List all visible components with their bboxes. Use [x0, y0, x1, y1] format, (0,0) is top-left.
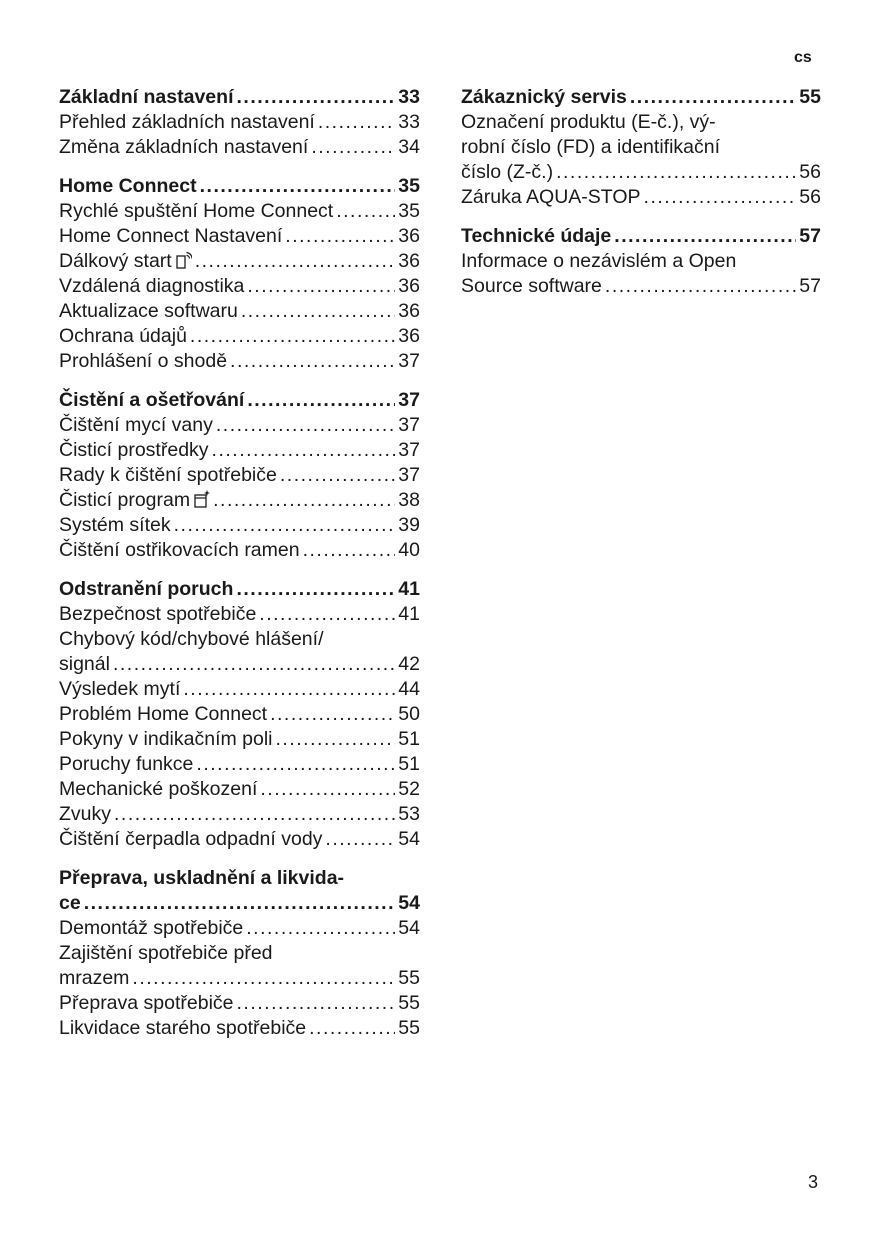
toc-entry-label: Demontáž spotřebiče [59, 917, 244, 939]
toc-entry[interactable] [59, 966, 420, 991]
toc-entry-page: 54 [398, 828, 420, 850]
toc-entry-page: 41 [398, 603, 420, 625]
toc-section [59, 577, 420, 852]
leader-dots [174, 513, 396, 538]
toc-entry-label: signál [59, 653, 110, 675]
toc-section [59, 174, 420, 374]
toc-heading-page: 37 [398, 389, 420, 411]
leader-dots [195, 249, 396, 274]
toc-entry-wrap-line[interactable]: Označení produktu (E-č.), vý- [461, 111, 716, 133]
toc-entry-label: Čisticí program [59, 488, 210, 513]
toc-entry-page: 55 [398, 1017, 420, 1039]
leader-dots [247, 274, 395, 299]
toc-heading[interactable] [59, 891, 420, 916]
toc-entry-page: 40 [398, 539, 420, 561]
toc-entry[interactable] [59, 135, 420, 160]
toc-heading-label: Home Connect [59, 175, 197, 197]
toc-entry-page: 53 [398, 803, 420, 825]
toc-entry-label: Home Connect Nastavení [59, 225, 283, 247]
leader-dots [270, 702, 395, 727]
toc-entry-page: 56 [799, 161, 821, 183]
toc-entry-page: 51 [398, 728, 420, 750]
leader-dots [556, 160, 796, 185]
leader-dots [132, 966, 395, 991]
language-code: cs [794, 49, 812, 66]
toc-heading[interactable] [59, 388, 420, 413]
page-number: 3 [808, 1172, 819, 1192]
toc-heading-page: 55 [799, 86, 821, 108]
toc-heading[interactable] [461, 85, 821, 110]
leader-dots [246, 916, 395, 941]
toc-entry[interactable] [59, 324, 420, 349]
toc-entry-label: Čištění čerpadla odpadní vody [59, 828, 323, 850]
toc-entry-label: Systém sítek [59, 514, 171, 536]
toc-entry-page: 37 [398, 439, 420, 461]
leader-dots [190, 324, 395, 349]
toc-entry[interactable] [461, 185, 821, 210]
toc-entry[interactable] [59, 991, 420, 1016]
toc-entry[interactable] [461, 160, 821, 185]
toc-entry-label: Dálkový start [59, 249, 192, 274]
toc-heading-label: Zákaznický servis [461, 86, 627, 108]
toc-entry-page: 37 [398, 350, 420, 372]
toc-entry-page: 50 [398, 703, 420, 725]
toc-entry[interactable] [59, 413, 420, 438]
toc-entry[interactable] [59, 224, 420, 249]
machine-care-icon [194, 490, 210, 508]
toc-entry-label: Rady k čištění spotřebiče [59, 464, 277, 486]
toc-heading-label: Technické údaje [461, 225, 612, 247]
toc-entry-label: Přeprava spotřebiče [59, 992, 234, 1014]
toc-heading[interactable] [59, 577, 420, 602]
toc-entry-label: Čištění ostřikovacích ramen [59, 539, 300, 561]
leader-dots [309, 1016, 395, 1041]
leader-dots [236, 577, 395, 602]
leader-dots [113, 652, 395, 677]
leader-dots [325, 827, 395, 852]
toc-entry[interactable] [59, 249, 420, 274]
leader-dots [247, 388, 395, 413]
toc-entry-page: 37 [398, 414, 420, 436]
toc-entry-page: 51 [398, 753, 420, 775]
toc-entry-page: 56 [799, 186, 821, 208]
toc-entry[interactable] [59, 802, 420, 827]
leader-dots [285, 224, 395, 249]
toc-entry[interactable] [59, 752, 420, 777]
toc-section [59, 388, 420, 563]
toc-heading[interactable] [59, 85, 420, 110]
toc-entry-label: Bezpečnost spotřebiče [59, 603, 257, 625]
toc-entry-wrap-line[interactable]: Chybový kód/chybové hlášení/ [59, 628, 324, 650]
toc-entry-label: Problém Home Connect [59, 703, 268, 725]
toc-entry-label: Aktualizace softwaru [59, 300, 238, 322]
toc-entry[interactable] [59, 274, 420, 299]
leader-dots [644, 185, 797, 210]
remote-start-icon [176, 251, 192, 269]
toc-entry[interactable] [59, 488, 420, 513]
toc-heading-page: 54 [398, 892, 420, 914]
leader-dots [311, 135, 395, 160]
toc-entry-label: Poruchy funkce [59, 753, 194, 775]
leader-dots [237, 991, 396, 1016]
toc-entry-label: Rychlé spuštění Home Connect [59, 200, 334, 222]
toc-entry-label: Čisticí prostředky [59, 439, 209, 461]
toc-entry[interactable] [59, 110, 420, 135]
toc-entry-page: 42 [398, 653, 420, 675]
toc-entry-label: Prohlášení o shodě [59, 350, 228, 372]
toc-entry-page: 36 [398, 325, 420, 347]
toc-entry-label: Přehled základních nastavení [59, 111, 315, 133]
toc-entry-label: Výsledek mytí [59, 678, 181, 700]
leader-dots [259, 602, 395, 627]
leader-dots [200, 174, 396, 199]
toc-entry-page: 44 [398, 678, 420, 700]
toc-entry-label: Vzdálená diagnostika [59, 275, 245, 297]
toc-left-column [59, 85, 420, 1055]
toc-heading-page: 33 [398, 86, 420, 108]
leader-dots [605, 274, 796, 299]
toc-entry-page: 52 [398, 778, 420, 800]
toc-heading-page: 57 [799, 225, 821, 247]
toc-entry[interactable] [59, 513, 420, 538]
toc-heading[interactable] [59, 174, 420, 199]
toc-entry-label: Source software [461, 275, 602, 297]
toc-entry[interactable] [59, 438, 420, 463]
leader-dots [196, 752, 395, 777]
toc-entry-page: 35 [398, 200, 420, 222]
leader-dots [114, 802, 395, 827]
toc-heading-label: Odstranění poruch [59, 578, 234, 600]
toc-entry-label: Změna základních nastavení [59, 136, 309, 158]
toc-heading-label: Čistění a ošetřování [59, 389, 245, 411]
toc-entry-label: Ochrana údajů [59, 325, 187, 347]
leader-dots [241, 299, 395, 324]
toc-entry[interactable] [59, 1016, 420, 1041]
leader-dots [614, 224, 796, 249]
toc-entry-page: 54 [398, 917, 420, 939]
toc-section [59, 866, 420, 1041]
toc-entry[interactable] [59, 199, 420, 224]
toc-entry-label: Čištění mycí vany [59, 414, 213, 436]
toc-entry-wrap-line[interactable]: Informace o nezávislém a Open [461, 250, 737, 272]
toc-heading-page: 41 [398, 578, 420, 600]
toc-entry-page: 36 [398, 225, 420, 247]
toc-entry-label: Pokyny v indikačním poli [59, 728, 273, 750]
toc-entry-page: 39 [398, 514, 420, 536]
toc-entry-page: 36 [398, 300, 420, 322]
toc-entry-page: 33 [398, 111, 420, 133]
toc-entry-label: číslo (Z-č.) [461, 161, 554, 183]
leader-dots [236, 85, 395, 110]
toc-entry[interactable] [59, 602, 420, 627]
toc-right-column [461, 85, 821, 313]
toc-heading-label: ce [59, 892, 81, 914]
leader-dots [230, 349, 395, 374]
leader-dots [318, 110, 395, 135]
toc-entry-page: 34 [398, 136, 420, 158]
toc-entry[interactable] [59, 827, 420, 852]
toc-entry-page: 57 [799, 275, 821, 297]
leader-dots [630, 85, 796, 110]
toc-entry[interactable] [59, 463, 420, 488]
toc-entry[interactable] [461, 274, 821, 299]
toc-entry[interactable] [59, 727, 420, 752]
toc-entry[interactable] [59, 677, 420, 702]
toc-heading-page: 35 [398, 175, 420, 197]
toc-entry-label: Likvidace starého spotřebiče [59, 1017, 307, 1039]
toc-entry[interactable] [59, 299, 420, 324]
toc-heading-wrap-line[interactable]: Přeprava, uskladnění a likvida- [59, 867, 345, 889]
toc-entry[interactable] [59, 538, 420, 563]
toc-entry-page: 36 [398, 275, 420, 297]
leader-dots [216, 413, 395, 438]
toc-heading[interactable] [461, 224, 821, 249]
leader-dots [183, 677, 395, 702]
toc-heading-label: Základní nastavení [59, 86, 234, 108]
toc-entry[interactable] [59, 652, 420, 677]
toc-entry-label: Záruka AQUA-STOP [461, 186, 641, 208]
leader-dots [212, 438, 396, 463]
toc-entry-wrap-line[interactable]: Zajištění spotřebiče před [59, 942, 273, 964]
toc-entry[interactable] [59, 349, 420, 374]
toc-entry-label: Zvuky [59, 803, 112, 825]
toc-entry-wrap-line[interactable]: robní číslo (FD) a identifikační [461, 136, 721, 158]
toc-entry-page: 36 [398, 250, 420, 272]
leader-dots [260, 777, 395, 802]
toc-entry-label: mrazem [59, 967, 130, 989]
leader-dots [303, 538, 396, 563]
toc-entry[interactable] [59, 702, 420, 727]
toc-entry-page: 37 [398, 464, 420, 486]
toc-entry[interactable] [59, 777, 420, 802]
toc-section [461, 224, 821, 299]
toc-section [59, 85, 420, 160]
leader-dots [213, 488, 395, 513]
toc-entry-page: 38 [398, 489, 420, 511]
leader-dots [276, 727, 396, 752]
toc-entry-label: Mechanické poškození [59, 778, 258, 800]
toc-entry-page: 55 [398, 967, 420, 989]
toc-section [461, 85, 821, 210]
leader-dots [336, 199, 395, 224]
toc-entry[interactable] [59, 916, 420, 941]
toc-entry-page: 55 [398, 992, 420, 1014]
leader-dots [84, 891, 396, 916]
leader-dots [280, 463, 395, 488]
